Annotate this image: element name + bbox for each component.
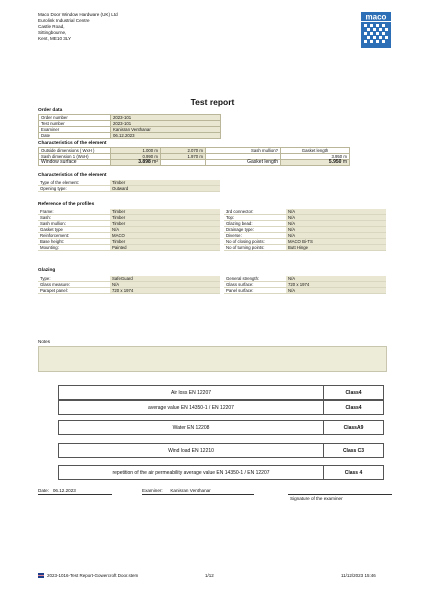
order-table [38,114,221,139]
notes-label: Notes [38,339,51,344]
glazing-value: N/A [286,276,386,282]
unit: m [154,154,158,159]
value: 2.070 [187,148,199,153]
table-row [224,288,386,294]
outside-dim-label: Outside dimensions ( WxH ) [39,148,111,154]
order-value: 2023-101 [111,115,221,121]
result-label: Water EN 12208 [172,424,210,431]
table-row [39,160,350,166]
order-value: Kanisran Venthanar [111,127,221,133]
order-label: Examiner [39,127,111,133]
profiles-left-table [38,209,220,251]
table-row [38,186,220,192]
profile-value: Timber [110,239,220,245]
page-title: Test report [190,97,235,107]
order-label: Date [39,133,111,139]
profile-label: No of turning points: [224,245,286,251]
date-value: 06.12.2023 [52,488,76,493]
gasket-header: Gasket length [281,148,350,154]
glazing-label: General strength: [224,276,286,282]
unit: m [199,148,203,153]
profile-label: Frame: [38,209,110,215]
date-underline [38,494,112,495]
profile-value: Timber [110,215,220,221]
profile-label: Sash: [38,215,110,221]
profile-value: N/A [286,215,386,221]
table-row [38,245,220,251]
profile-value: N/A [110,227,220,233]
surface-label: Window surface [39,160,111,166]
glazing-value: SafeGuard [110,276,220,282]
profile-value: Timber [110,209,220,215]
result-row [58,420,384,435]
glazing-left-table [38,276,220,294]
element-section-title: Characteristics of the element [38,141,107,146]
footer-filename: 2023-1016-Test Report-Gowercroft Door.stem [47,573,139,578]
surface-value [111,160,161,166]
element2-section-title: Characteristics of the element [38,173,107,178]
result-label: repetition of the air permeability average value EN 14350-1 / EN 12207 [112,469,270,476]
footer-file [38,573,138,578]
unit: m [154,148,158,153]
result-class: Class 4 [323,466,383,479]
value: 1.000 [142,148,154,153]
profile-label: Mounting: [38,245,110,251]
glazing-label: Panel surface: [224,288,286,294]
profile-label: Reinforcement: [38,233,110,239]
order-value: 06.12.2023 [111,133,221,139]
order-label: Test number [39,121,111,127]
type-table [38,180,220,192]
profile-value: MACO Bi-TS [286,239,386,245]
gasket-label: Gasket length [206,160,281,166]
table-row [38,288,220,294]
result-row [58,400,384,415]
unit: m [342,159,347,165]
type-label: Type of the element: [38,180,110,186]
signature-label: Signature of the examiner [290,496,343,501]
glazing-label: Glass measure: [38,282,110,288]
empty-cell [161,160,206,166]
examiner-value: Kanisran Venthanar [170,488,211,493]
opening-value: Outward [110,186,220,192]
glazing-right-table [224,276,386,294]
result-label: Air loss EN 12207 [170,389,212,396]
order-value: 2023-101 [111,121,221,127]
result-class: Class4 [323,401,383,414]
table-row [224,245,386,251]
signoff-date [38,488,76,493]
value: 3.898 [138,159,151,165]
notes-field[interactable] [38,346,387,372]
profile-label: Gasket type [38,227,110,233]
examiner-underline [142,494,254,495]
value: 1.970 [187,154,199,159]
address-line: Kent, ME10 3LY [38,36,72,41]
order-section-title: Order data [38,108,63,113]
type-value: Timber [110,180,220,186]
profile-value: N/A [286,227,386,233]
result-row [58,465,384,480]
glazing-value: N/A [110,282,220,288]
profile-value: Painted [110,245,220,251]
sash-dim-label: Sash dimension 1 (WxH) [39,154,111,160]
profile-value: Butt Hinge [286,245,386,251]
value: 3.950 [331,154,343,159]
profile-label: Drainage type: [224,227,286,233]
footer-timestamp: 11/12/2023 15:46 [341,573,376,578]
profile-value: N/A [286,233,386,239]
value: 5.950 [328,159,342,165]
glazing-value: 720 x 1974 [110,288,220,294]
unit: m² [152,159,158,165]
profile-label: Base height: [38,239,110,245]
maco-logo [361,12,391,48]
footer-page: 1/12 [205,573,214,578]
signoff-examiner [142,488,211,493]
signature-line [288,494,392,495]
profile-label: Diverse: [224,233,286,239]
glazing-value: 720 x 1974 [286,282,386,288]
profile-value: N/A [286,209,386,215]
glazing-label: Type: [38,276,110,282]
profile-value: Timber [110,221,220,227]
address-line: Castle Road, [38,24,65,29]
order-label: Order number [39,115,111,121]
examiner-label: Examiner: [142,488,163,493]
result-row [58,443,384,458]
table-row [39,148,350,154]
address-line: Eurolink Industrial Centre [38,18,90,23]
gasket-value [281,160,350,166]
glazing-label: Glass surface: [224,282,286,288]
value: 0.990 [142,154,154,159]
result-label: Wind load EN 12210 [168,447,214,454]
result-class: Class4 [323,386,383,399]
result-label: average value EN 14350-1 / EN 12207 [148,404,234,411]
address-line: Maco Door Window Hardware (UK) Ltd [38,12,118,17]
profile-label: No of closing points: [224,239,286,245]
result-class: ClassA9 [323,421,383,434]
glazing-section-title: Glazing [38,268,56,273]
flag-icon [38,573,44,578]
opening-label: Opening type: [38,186,110,192]
profiles-right-table [224,209,386,251]
profile-label: 3rd connector: [224,209,286,215]
profile-label: Sash mullion: [38,221,110,227]
profiles-section-title: Reference of the profiles [38,202,95,207]
date-label: Date: [38,488,49,493]
profile-value: MACO [110,233,220,239]
profile-label: Top: [224,215,286,221]
dimensions-table [38,147,350,166]
mullion-label: Sash mullion? [206,148,281,154]
address-line: Sittingbourne, [38,30,67,35]
table-row [39,133,221,139]
unit: m [343,154,347,159]
logo-text: maco [365,12,387,22]
profile-label: Glazing bead: [224,221,286,227]
result-row [58,385,384,400]
profile-value: N/A [286,221,386,227]
glazing-value: N/A [286,288,386,294]
company-address [38,12,118,42]
unit: m [199,154,203,159]
result-class: Class C3 [323,444,383,457]
glazing-label: Parapet panel: [38,288,110,294]
